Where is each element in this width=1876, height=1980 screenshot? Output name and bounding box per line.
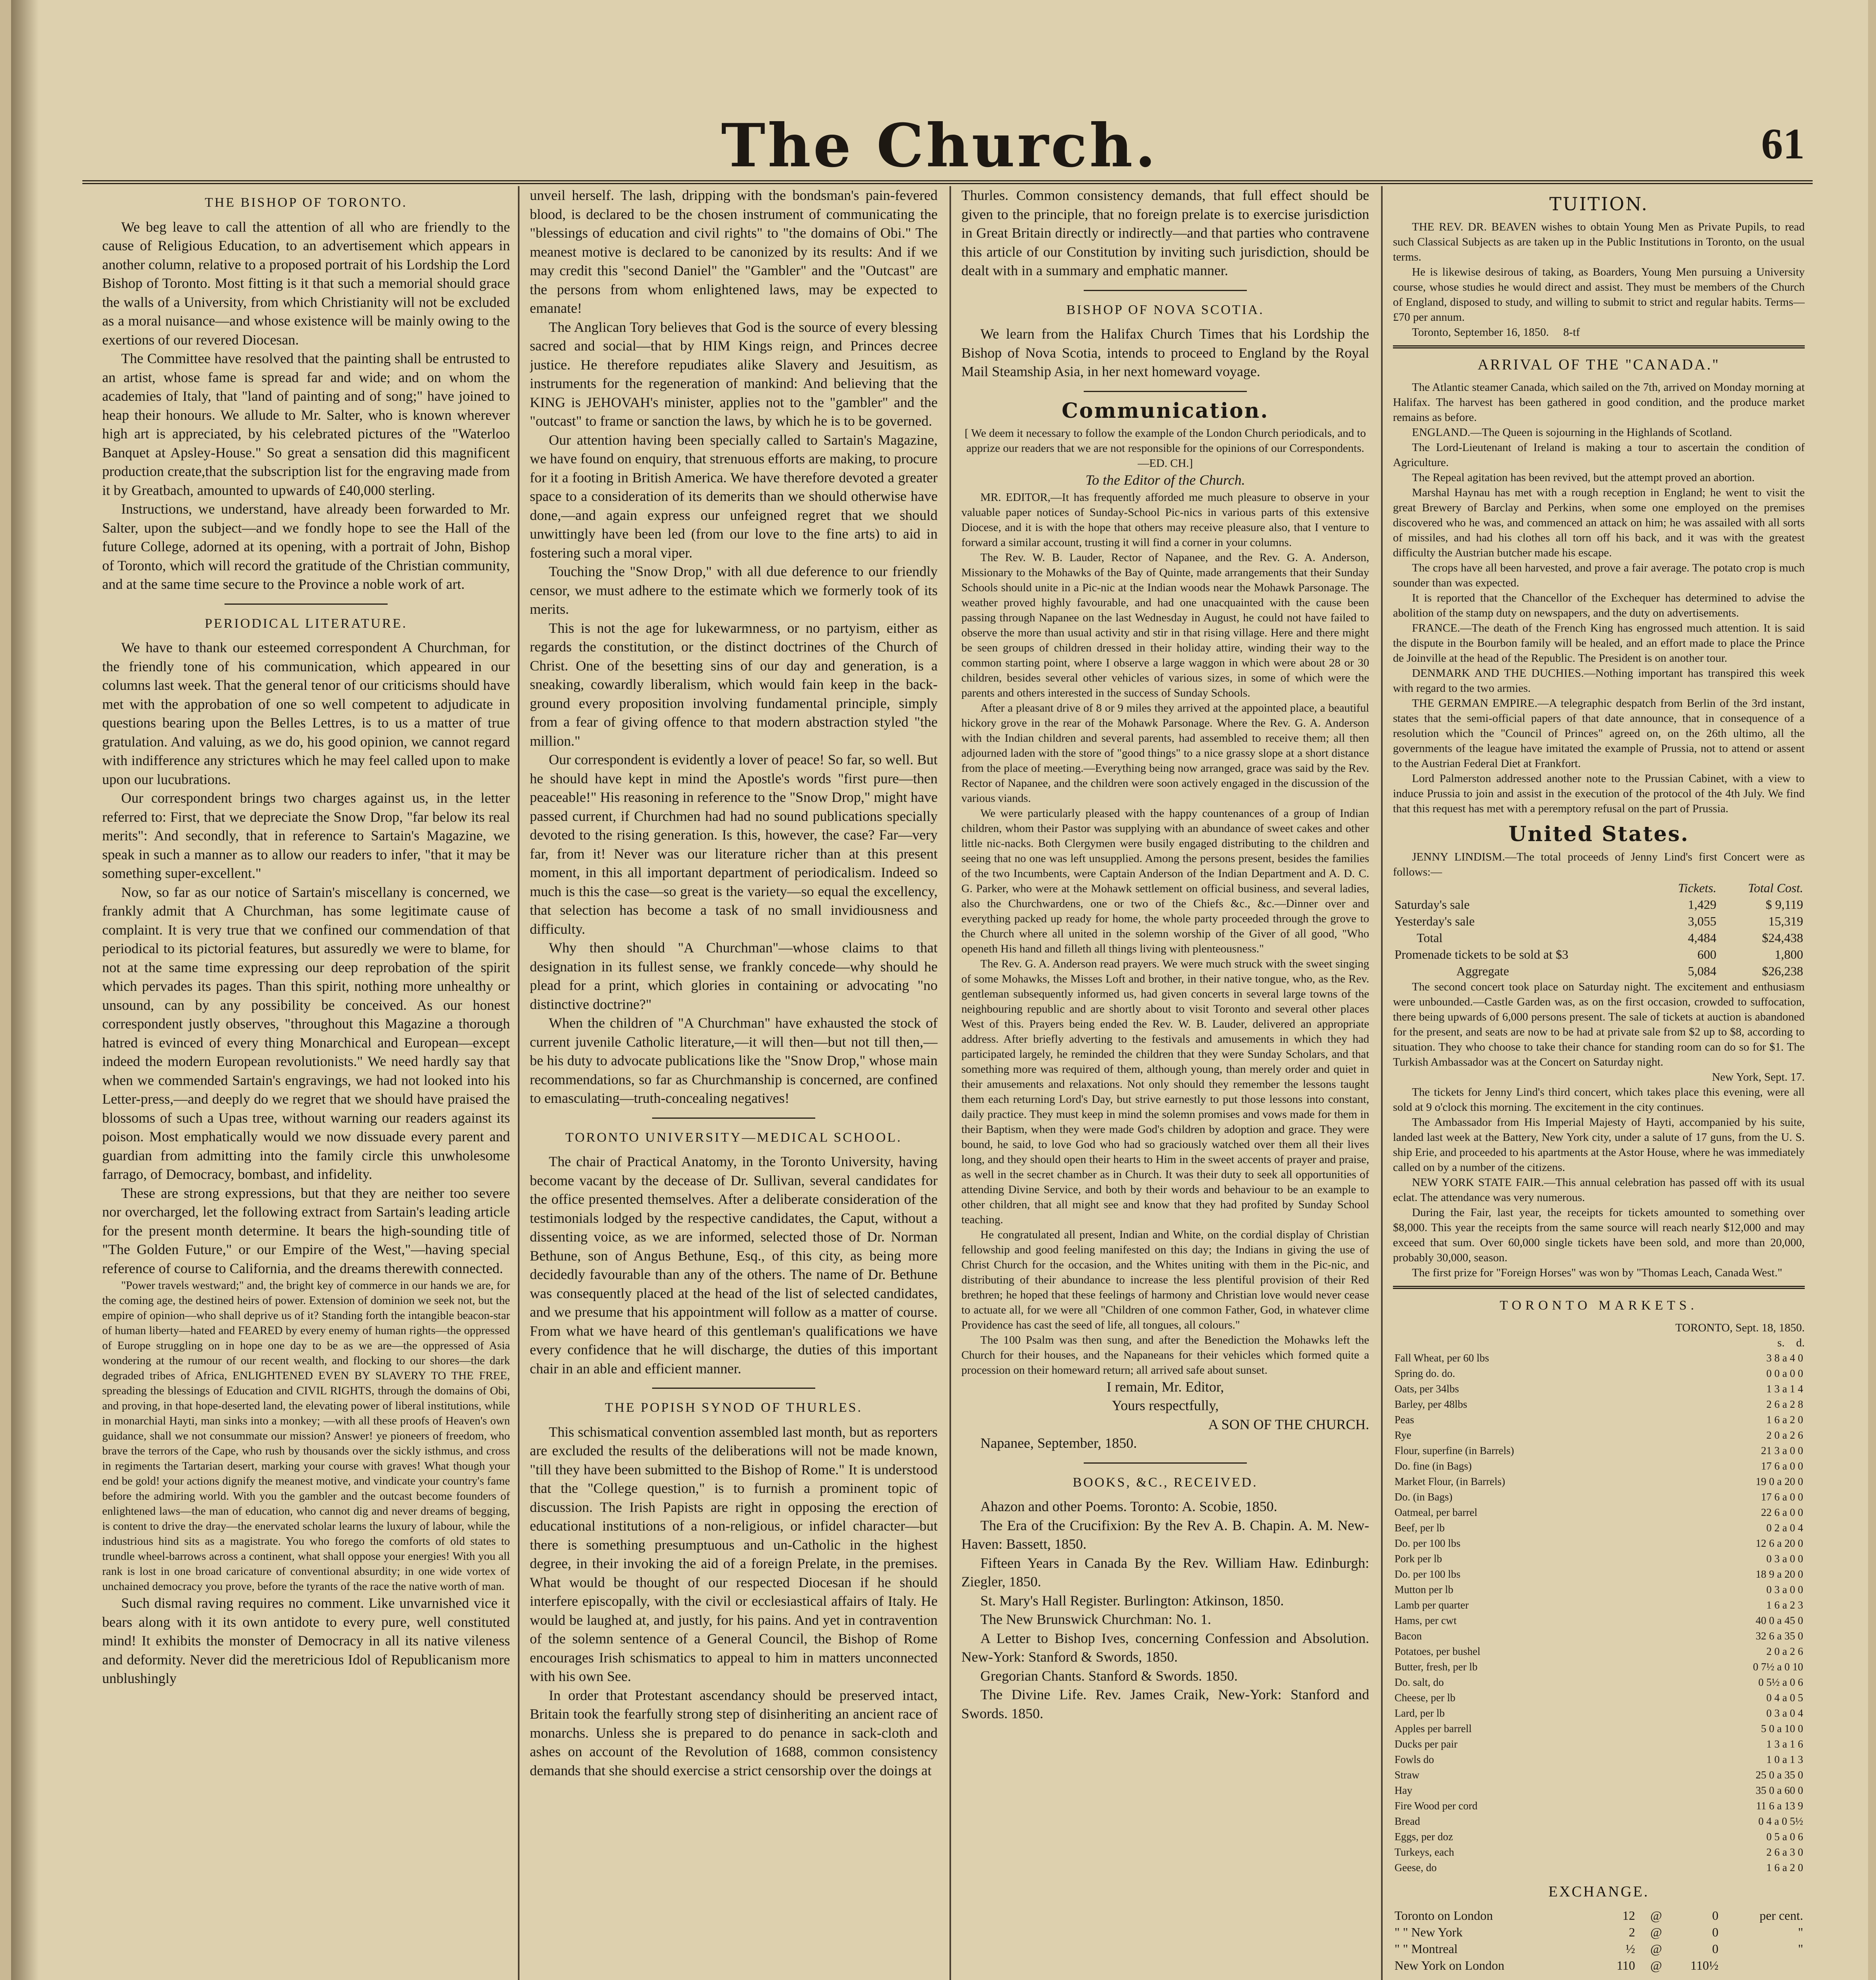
table-row: Bacon 32 6 a 35 0 bbox=[1395, 1630, 1803, 1642]
paragraph: Why then should "A Churchman"—whose claims to that designation in its fullest sense, we frankly concede—why should he plead for a print, which glories in containing or advocating "no distinctive doctrine?" bbox=[530, 940, 938, 1012]
news-item: It is reported that the Chancellor of the Exchequer has determined to advise the abolition of the stamp duty on newspapers, and the duty on advertisements. bbox=[1393, 592, 1805, 619]
table-row: Bread 0 4 a 0 5½ bbox=[1395, 1815, 1803, 1827]
quoted-extract: "Power travels westward;" and, the bright key of commerce in our hands we are, for the coming age, the destined heirs of power. Extension of dominion we seek not, but the empire of opinion—who shall deprive us of it? Standing forth the intangible beacon-star of human liberty—hated and FEARED by every enemy of human rights—the oppressed of Europe struggling on in hope one day to be as we are—the oppressed of Asia wondering at the rumour of our recent wealth, and flocking to our shores—the dark degraded tribes of Africa, ENLIGHTENED EVEN BY SLAVERY TO THE FREE, spreading the blessings of Education and CIVIL RIGHTS, through the domains of Obi, and proving, in that hope-deserted land, the elevating power of liberal institutions, while in monarchial Hayti, man sinks into a monkey; —with all these proofs of Heaven's own guidance, shall we not consummate our mission? Answer! ye pioneers of freedom, who brave the terrors of the Cape, who rush by thousands over the sickly isthmus, and cross in regiments the Tartarian desert, marking your course with graves! What though your end be gold! your actions dignify the meanest motive, and vindicate your country's fame before the admiring world. With you the gambler and the outcast become founders of enlightened laws—the man of education, who cannot dig and never dreams of begging, is content to drive the dray—the enervated scholar learns the luxury of labour, while the industrious hind sits as a magistrate. You who forego the comforts of old states to trundle wheel-barrows across a continent, what shall oppose your energies! With you all rank is lost in one broad caricature of conventional absurdity; in one wide vortex of unchained democracy you prove, before the tyrants of the race the native worth of man. bbox=[102, 1279, 510, 1593]
paragraph: Instructions, we understand, have already been forwarded to Mr. Salter, upon the subject—and we fondly hope to see the Hall of the future College, adorned at its opening, with a portrait of John, Bishop of Toronto, which will record the gratitude of the Christian community, and at the same time secure to the Province a noble work of art. bbox=[102, 501, 510, 592]
book-entry: Fifteen Years in Canada By the Rev. William Haw. Edinburgh: Ziegler, 1850. bbox=[961, 1555, 1369, 1590]
separator bbox=[1084, 1462, 1247, 1464]
column-header: Total Cost. bbox=[1748, 880, 1803, 895]
table-row: Apples per barrell 5 0 a 10 0 bbox=[1395, 1723, 1803, 1734]
news-item: The Atlantic steamer Canada, which sailed on the 7th, arrived on Monday morning at Halifax. The harvest has been gathered in good condition, and the produce market remains as before. bbox=[1393, 381, 1805, 424]
table-row: Fire Wood per cord 11 6 a 13 9 bbox=[1395, 1800, 1803, 1812]
table-row: Aggregate 5,084 $26,238 bbox=[1456, 963, 1803, 978]
market-units: s. d. bbox=[1777, 1336, 1805, 1349]
table-row: Fall Wheat, per 60 lbs 3 8 a 4 0 bbox=[1395, 1352, 1803, 1364]
column-1 bbox=[102, 186, 510, 1980]
news-item: The tickets for Jenny Lind's third concert, which takes place this evening, were all sold at 9 o'clock this morning. The excitement in the city continues. bbox=[1393, 1085, 1805, 1114]
book-entry: St. Mary's Hall Register. Burlington: Atkinson, 1850. bbox=[980, 1592, 1284, 1609]
paragraph: We beg leave to call the attention of all who are friendly to the cause of Religious Education, to an advertisement which appears in another column, relative to a proposed portrait of his Lordship the Lord Bishop of Toronto. Most fitting is it that such a memorial should grace the walls of a University, from which Christianity will not be excluded as a moral nuisance—and whose existence will be mainly owing to the exertions of our revered Diocesan. bbox=[102, 219, 510, 348]
concert-receipts-table bbox=[1393, 880, 1805, 979]
headline-toronto-markets: TORONTO MARKETS. bbox=[1499, 1298, 1698, 1313]
headline-books-received: BOOKS, &C., RECEIVED. bbox=[1073, 1475, 1258, 1490]
paragraph: The Anglican Tory believes that God is the source of every blessing sacred and social—that by HIM Kings reign, and Princes decree justice. He therefore repudiates alike Slavery and Jesuitism, as instruments for the regeneration of mankind: And believing that the KING is JEHOVAH's minister, applies not to the "gambler" and the "outcast" to frame or sanction the laws, by which he is to be governed. bbox=[530, 319, 938, 429]
news-item: The Repeal agitation has been revived, but the attempt proved an abortion. bbox=[1412, 471, 1755, 484]
table-row: Spring do. do. 0 0 a 0 0 bbox=[1395, 1367, 1803, 1379]
paragraph: Such dismal raving requires no comment. Like unvarnished vice it bears along with it its own antidote to every pure, well constituted mind! It exhibits the monster of Democracy in all its native vileness and deformity. Never did the meretricious Idol of Republicanism more unblushingly bbox=[102, 1595, 510, 1686]
column-2 bbox=[530, 186, 938, 1980]
table-row: Flour, superfine (in Barrels) 21 3 a 0 0 bbox=[1395, 1445, 1803, 1456]
table-row: Do. fine (in Bags) 17 6 a 0 0 bbox=[1395, 1460, 1803, 1472]
separator bbox=[652, 1118, 815, 1119]
table-row: " " New York 2 @ 0 " bbox=[1395, 1925, 1803, 1939]
table-row: Toronto on London 12 @ 0 per cent. bbox=[1395, 1908, 1803, 1923]
signature-name: A SON OF THE CHURCH. bbox=[1208, 1416, 1369, 1432]
news-item: The crops have all been harvested, and prove a fair average. The potato crop is much sounder than was expected. bbox=[1393, 562, 1805, 589]
news-item: During the Fair, last year, the receipts for tickets amounted to something over $8,000. This year the receipts from the same source will reach nearly $12,000 and may exceed that sum. Over 60,000 single tickets have been sold, and more than 20,000, probably 30,000, season. bbox=[1393, 1206, 1805, 1264]
column-3 bbox=[961, 186, 1369, 1980]
news-item: THE GERMAN EMPIRE.—A telegraphic despatch from Berlin of the 3rd instant, states that the semi-official papers of that date announce, that in consequence of a resolution which the "Council of Princes" agreed on, on the 26th ultimo, all the governments of the league have imitated the example of Prussia, not to attend or assent to the Austrian Federal Diet at Frankfort. bbox=[1393, 697, 1805, 770]
paragraph: We learn from the Halifax Church Times that his Lordship the Bishop of Nova Scotia, intends to proceed to England by the Royal Mail Steamship Asia, in her next homeward voyage. bbox=[961, 326, 1369, 379]
table-row: Geese, do 1 6 a 2 0 bbox=[1395, 1862, 1803, 1873]
news-item: FRANCE.—The death of the French King has engrossed much attention. It is said the dispute in the Bourbon family will be healed, and an effort made to place the Prince de Joinville at the head of the Republic. The President is on another tour. bbox=[1393, 622, 1805, 664]
table-row: Lard, per lb 0 3 a 0 4 bbox=[1395, 1707, 1803, 1719]
table-row: Do. (in Bags) 17 6 a 0 0 bbox=[1395, 1491, 1803, 1503]
headline-exchange: EXCHANGE. bbox=[1548, 1883, 1650, 1900]
letter-paragraph: We were particularly pleased with the happy countenances of a group of Indian children, whom their Pastor was supplying with an abundance of sweet cakes and other little nic-nacks. Both Clergymen were busily engaged distributing to the children and seeing that no one was left unsupplied. Among the persons present, besides the families of the two Incumbents, were Captain Anderson of the Indian Department and A. D. C. G. Parker, who were at the Mohawk settlement on official business, and several ladies, also the Churchwardens, one or two of the Chiefs &c., &c.—Dinner over and everything packed up ready for home, the whole party proceeded through the grove to the Church where all united in the solemn worship of the Giver of all good, "Who openeth His hand and filleth all things living with plenteousness." bbox=[961, 807, 1369, 955]
table-row: Saturday's sale 1,429 $ 9,119 bbox=[1395, 897, 1803, 912]
page-number: 61 bbox=[1761, 120, 1805, 168]
paragraph: In order that Protestant ascendancy should be preserved intact, Britain took the fearfully strong step of disinheriting an ancient race of monarchs. Unless she is prepared to do penance in sack-cloth and ashes on account of the Revolution of 1688, common consistency demands that she should exercise a strict censorship over the doings at bbox=[530, 1687, 938, 1778]
table-row: Beef, per lb 0 2 a 0 4 bbox=[1395, 1522, 1803, 1534]
table-row: Cheese, per lb 0 4 a 0 5 bbox=[1395, 1692, 1803, 1704]
editorial-note: [ We deem it necessary to follow the example of the London Church periodicals, and to apprize our readers that we are not responsible for the opinions of our Correspondents.—ED. CH.] bbox=[965, 427, 1366, 470]
paragraph: Our correspondent brings two charges against us, in the letter referred to: First, that we depreciate the Snow Drop, "far below its real merits": And secondly, that in reference to Sartain's Magazine, we speak in such a manner as to allow our readers to infer, "that it may be something super-excellent." bbox=[102, 790, 510, 881]
table-row: Straw 25 0 a 35 0 bbox=[1395, 1769, 1803, 1781]
newspaper-page bbox=[11, 0, 1868, 1980]
paragraph: The Committee have resolved that the painting shall be entrusted to an artist, whose fame is spread far and wide; and on whom the academies of Italy, that "land of painting and of song;" have joined to heap their honours. We allude to Mr. Salter, who is known wherever high art is appreciated, by his celebrated pictures of the "Waterloo Banquet at Apsley-House." So great a sensation did this magnificent production create,that the subscription list for the engraving made from it by Greatbach, amounted to upwards of £40,000 sterling. bbox=[102, 350, 510, 498]
table-row: Eggs, per doz 0 5 a 0 6 bbox=[1395, 1831, 1803, 1843]
paragraph: We have to thank our esteemed correspondent A Churchman, for the friendly tone of his communication, which appeared in our columns last week. That the general tenor of our criticisms should have met with the approbation of one so well competent to adjudicate in questions bearing upon the Belles Lettres, is to us a matter of true gratulation. And valuing, as we do, his good opinion, we cannot regard with indifference any strictures which he may feel called upon to make upon our lucubrations. bbox=[102, 640, 510, 787]
headline-tuition: TUITION. bbox=[1549, 193, 1649, 215]
masthead: The Church. bbox=[721, 111, 1158, 181]
news-item: JENNY LINDISM.—The total proceeds of Jenny Lind's first Concert were as follows:— bbox=[1393, 850, 1805, 878]
ad-paragraph: He is likewise desirous of taking, as Boarders, Young Men pursuing a University course, whose studies he would direct and assist. They must be members of the Church of England, disposed to study, and willing to submit to strict and regular habits. Terms—£70 per annum. bbox=[1393, 265, 1805, 324]
masthead-rule bbox=[82, 180, 1813, 184]
ad-date: Toronto, September 16, 1850. 8-tf bbox=[1412, 326, 1580, 339]
table-row: Do. per 100 lbs 12 6 a 20 0 bbox=[1395, 1537, 1803, 1549]
headline-toronto-university: TORONTO UNIVERSITY—MEDICAL SCHOOL. bbox=[565, 1130, 902, 1145]
signature-place: Napanee, September, 1850. bbox=[980, 1435, 1137, 1451]
paragraph: Our attention having been specially called to Sartain's Magazine, we have found on enquiry, that strenuous efforts are making, to procure for it a footing in British America. We have therefore devoted a greater space to a consideration of its demerits than we should otherwise have done,—and again express our unfeigned regret that we should unwittingly have been led (from our love to the fine arts) to aid in fostering such a moral viper. bbox=[530, 432, 938, 561]
paragraph: This is not the age for lukewarmness, or no partyism, either as regards the constitution, or the distinct doctrines of the Church of Christ. One of the besetting sins of our day and generation, is a sneaking, cowardly liberalism, which would fain keep in the back-ground every proposition involving fundamental principle, simply from a fear of giving offence to that modern abstraction styled "the million." bbox=[530, 620, 938, 749]
book-entry: The Era of the Crucifixion: By the Rev A. B. Chapin. A. M. New-Haven: Bassett, 1850. bbox=[961, 1517, 1369, 1552]
exchange-table bbox=[1393, 1907, 1805, 1974]
separator bbox=[1084, 290, 1247, 291]
book-entry: The New Brunswick Churchman: No. 1. bbox=[980, 1611, 1211, 1627]
news-item: The Lord-Lieutenant of Ireland is making a tour to ascertain the condition of Agriculture. bbox=[1393, 441, 1805, 469]
column-rule bbox=[518, 186, 519, 1980]
news-item: ENGLAND.—The Queen is sojourning in the Highlands of Scotland. bbox=[1412, 426, 1732, 439]
paragraph: Touching the "Snow Drop," with all due deference to our friendly censor, we must adhere to the estimate which we formerly took of its merits. bbox=[530, 564, 938, 617]
market-table bbox=[1393, 1350, 1805, 1875]
table-row: Peas 1 6 a 2 0 bbox=[1395, 1414, 1803, 1426]
table-row: Barley, per 48lbs 2 6 a 2 8 bbox=[1395, 1398, 1803, 1410]
news-item: The first prize for "Foreign Horses" was won by "Thomas Leach, Canada West." bbox=[1412, 1266, 1783, 1279]
paragraph: unveil herself. The lash, dripping with the bondsman's pain-fevered blood, is declared to be the chosen instrument of communicating the "blessings of education and civil rights" to "the domains of Obi." The meanest motive is declared to be canonized by its results: And if we may credit this "second Daniel" the "Gambler" and the "Outcast" are the persons from whom enlightened laws, may be expected to emanate! bbox=[530, 187, 938, 316]
headline-popish-synod: THE POPISH SYNOD OF THURLES. bbox=[605, 1400, 863, 1415]
separator bbox=[225, 604, 388, 605]
headline-periodical-literature: PERIODICAL LITERATURE. bbox=[205, 616, 407, 631]
double-rule bbox=[1393, 345, 1805, 348]
news-item: The Ambassador from His Imperial Majesty of Hayti, accompanied by his suite, landed last week at the Battery, New York city, under a salute of 17 guns, from the U. S. ship Erie, and proceeded to his apartments at the Astor House, where he was immediately called on by a number of the citizens. bbox=[1393, 1116, 1805, 1174]
table-row: Promenade tickets to be sold at $3 600 1,800 bbox=[1395, 947, 1803, 961]
table-row: Market Flour, (in Barrels) 19 0 a 20 0 bbox=[1395, 1475, 1803, 1487]
ad-paragraph: THE REV. DR. BEAVEN wishes to obtain Young Men as Private Pupils, to read such Classical Subjects as are taken up in the Public Institutions in Toronto, on the usual terms. bbox=[1393, 220, 1805, 263]
market-date: TORONTO, Sept. 18, 1850. bbox=[1675, 1321, 1805, 1334]
headline-bishop-of-toronto: THE BISHOP OF TORONTO. bbox=[205, 195, 407, 210]
table-row: Turkeys, each 2 6 a 3 0 bbox=[1395, 1846, 1803, 1858]
letter-paragraph: MR. EDITOR,—It has frequently afforded me much pleasure to observe in your valuable paper notices of Sunday-School Pic-nics in various parts of this extensive Diocese, and it is with the hope that others may receive pleasure also, that I venture to forward a similar account, trusting it will find a corner in your columns. bbox=[961, 491, 1369, 549]
paragraph: Now, so far as our notice of Sartain's miscellany is concerned, we frankly admit that A Churchman, has some legitimate cause of complaint. It is very true that we confined our commendation of that periodical to its pictorial features, but assuredly we were to blame, for not at the same time expressing our deep reprobation of the spirit which pervades its pages. Than this spirit, nothing more unhealthy or unsound, can by any possibility be conceived. As our honest correspondent justly observes, "throughout this Magazine a thorough hatred is evinced of every thing Monarchical and European—except indeed the modern European revolutionists." We need hardly say that when we commended Sartain's engravings, we had not looked into his Letter-press,—and deeply do we regret that we should have praised the blossoms of such a Upas tree, without warning our readers against its poison. Most emphatically would we now dissuade every parent and guardian from admitting into the family circle this unwholesome farrago, of Democracy, bombast, and infidelity. bbox=[102, 884, 510, 1182]
news-item: DENMARK AND THE DUCHIES.—Nothing important has transpired this week with regard to the two armies. bbox=[1393, 667, 1805, 695]
headline-communication: Communication. bbox=[1062, 398, 1269, 423]
headline-bishop-nova-scotia: BISHOP OF NOVA SCOTIA. bbox=[1066, 302, 1264, 317]
news-item: Marshal Haynau has met with a rough reception in England; he went to visit the great Brewery of Barclay and Perkins, when some one employed on the premises discovered who he was, and commenced an attack on him; he was assailed with all sorts of missiles, and had his clothes all torn off his back, and it was with the greatest difficulty the Austrian butcher made his escape. bbox=[1393, 486, 1805, 559]
table-row: Oats, per 34lbs 1 3 a 1 4 bbox=[1395, 1383, 1803, 1395]
book-entry: A Letter to Bishop Ives, concerning Confession and Absolution. New-York: Stanford & Swords, 1850. bbox=[961, 1630, 1369, 1665]
table-row: Yesterday's sale 3,055 15,319 bbox=[1395, 914, 1803, 928]
table-row: Mutton per lb 0 3 a 0 0 bbox=[1395, 1584, 1803, 1595]
paragraph: When the children of "A Churchman" have exhausted the stock of current juvenile Catholic literature,—it will then—but not till then,—be his duty to advocate publications like the "Snow Drop," whose main recommendations, so far as Churchmanship is concerned, are confined to emasculating—truth-concealing negatives! bbox=[530, 1015, 938, 1106]
table-row: Hay 35 0 a 60 0 bbox=[1395, 1784, 1803, 1796]
table-row: Do. per 100 lbs 18 9 a 20 0 bbox=[1395, 1568, 1803, 1580]
column-rule bbox=[1381, 186, 1383, 1980]
paragraph: The chair of Practical Anatomy, in the Toronto University, having become vacant by the decease of Dr. Sullivan, several candidates for the office presented themselves. After a deliberate consideration of the testimonials lodged by the respective candidates, the Caput, without a dissenting voice, as we are informed, selected those of Dr. Norman Bethune, son of Angus Bethune, Esq., of this city, as being more decidedly favourable than any of the others. The name of Dr. Bethune was consequently placed at the head of the list of selected candidates, and we presume that his appointment will follow as a matter of course. From what we have heard of this gentleman's qualifications we have every confidence that he will discharge, the duties of this important chair in an able and efficient manner. bbox=[530, 1154, 938, 1376]
separator bbox=[652, 1388, 815, 1389]
letter-paragraph: The Rev. W. B. Lauder, Rector of Napanee, and the Rev. G. A. Anderson, Missionary to the Mohawks of the Bay of Quinte, made arrangements that their Sunday Schools should unite in a Pic-nic at the Indian woods near the Mohawk Parsonage. The weather proved highly favourable, and had one unacquainted with the cause been passing through Napanee on the last Wednesday in August, he could not have failed to observe the more than usual activity and stir in that rising village. Here and there might be seen groups of children dressed in their holiday attire, winding their way to the common starting point, where I observe a large waggon in which were about 28 or 30 children, besides several other vehicles of various sizes, in some of which were the parents and others interested in the success of Sunday Schools. bbox=[961, 551, 1369, 699]
news-item: Lord Palmerston addressed another note to the Prussian Cabinet, with a view to induce Prussia to join and assist in the execution of the protocol of the 4th July. We find that this request has met with a peremptory refusal on the part of Prussia. bbox=[1393, 772, 1805, 815]
table-row: New York on London 110 @ 110½ bbox=[1395, 1958, 1719, 1972]
double-rule bbox=[1393, 1286, 1805, 1289]
letter-paragraph: He congratulated all present, Indian and White, on the cordial display of Christian fellowship and good feeling manifested on this day; the Indians in giving the use of Christ Church for the occasion, and the Whites uniting with them in the Pic-nic, and distributing of their abundance to increase the less plentiful provision of their Red brethren; he hoped that these feelings of harmony and Christian love would never cease to actuate all, for we were all "Children of one common Father, God, in whatever clime Providence has cast the seed of life, all tongues, all colours." bbox=[961, 1228, 1369, 1331]
column-rule bbox=[949, 186, 951, 1980]
letter-paragraph: After a pleasant drive of 8 or 9 miles they arrived at the appointed place, a beautiful hickory grove in the rear of the Mohawk Parsonage. Where the Rev. G. A. Anderson with the Indian children and several parents, had assembled to receive them; all then adjourned laden with the store of "good things" to a nice grassy slope at a short distance from the place of meeting.—Everything being now arranged, grace was said by the Rev. Rector of Napanee, and the children were soon actively engaged in the discussion of the various viands. bbox=[961, 701, 1369, 805]
table-row: Rye 2 0 a 2 6 bbox=[1395, 1429, 1803, 1441]
book-entry: The Divine Life. Rev. James Craik, New-York: Stanford and Swords. 1850. bbox=[961, 1687, 1369, 1721]
paragraph: This schismatical convention assembled last month, but as reporters are excluded the results of the deliberations will not be made known, "till they have been submitted to the Bishop of Rome." It is understood that the "College question," is to furnish a prominent topic of discussion. The Irish Papists are right in opposing the erection of educational institutions of a non-religious, or infidel character—but there is something presumptuous and un-Catholic in the highest degree, in their invoking the aid of a foreign Prelate, in the premises. What would be thought of our respected Diocesan if he should interfere episcopally, with the civil or ecclesiastical affairs of Italy. He would be laughed at, and justly, for his pains. And yet in contravention of the solemn sentence of a General Council, the Bishop of Rome encourages Irish schismatics to appeal to him in matters unconnected with his own See. bbox=[530, 1424, 938, 1684]
paragraph: These are strong expressions, but that they are neither too severe nor overcharged, let the following extract from Sartain's leading article for the present month determine. It bears the high-sounding title of "The Golden Future," or our Empire of the West,"—having special reference of course to California, and the dreams therewith connected. bbox=[102, 1185, 510, 1276]
table-row: Oatmeal, per barrel 22 6 a 0 0 bbox=[1395, 1506, 1803, 1518]
column-header: Tickets. bbox=[1678, 880, 1716, 895]
news-item: NEW YORK STATE FAIR.—This annual celebration has passed off with its usual eclat. The attendance was very numerous. bbox=[1393, 1176, 1805, 1204]
headline-united-states: United States. bbox=[1508, 822, 1690, 846]
news-item: The second concert took place on Saturday night. The excitement and enthusiasm were unbounded.—Castle Garden was, as on the first occasion, crowded to suffocation, there being upwards of 6,000 persons present. The sale of tickets at auction is abandoned for the present, and seats are now to be had at private sale from $2 up to $8, according to situation. They who choose to take their chance for standing room can do so for $1. The Turkish Ambassador was at the Concert on Saturday night. bbox=[1393, 980, 1805, 1068]
table-row: " " Montreal ½ @ 0 " bbox=[1395, 1941, 1803, 1956]
table-row: Ducks per pair 1 3 a 1 6 bbox=[1395, 1738, 1803, 1750]
table-row: Butter, fresh, per lb 0 7½ a 0 10 bbox=[1395, 1661, 1803, 1673]
paragraph: Our correspondent is evidently a lover of peace! So far, so well. But he should have kept in mind the Apostle's words "first pure—then peaceable!" His reasoning in reference to the "Snow Drop," might have passed current, if Churchmen had had no sound publications specially devoted to the rising generation. Is this, however, the case? Far—very far, from it! Never was our literature richer than at this present moment, in this all important department of periodicalism. Indeed so much is this the case—so great is the variety—so equal the excellency, that selection has become a task of no small invidiousness and difficulty. bbox=[530, 752, 938, 937]
table-row: Total 4,484 $24,438 bbox=[1417, 930, 1803, 945]
binding-shadow bbox=[11, 0, 39, 1980]
table-row: Potatoes, per bushel 2 0 a 2 6 bbox=[1395, 1645, 1803, 1657]
book-entry: Ahazon and other Poems. Toronto: A. Scobie, 1850. bbox=[980, 1498, 1277, 1514]
separator bbox=[1084, 391, 1247, 392]
table-row: Pork per lb 0 3 a 0 0 bbox=[1395, 1553, 1803, 1565]
letter-paragraph: The 100 Psalm was then sung, and after the Benediction the Mohawks left the Church for their houses, and the Napaneans for their vehicles which formed quite a procession on their homeward return; all arrived safe about sunset. bbox=[961, 1333, 1369, 1376]
letter-paragraph: The Rev. G. A. Anderson read prayers. We were much struck with the sweet singing of some Mohawks, the Misses Loft and brother, in their native tongue, who, as the Rev. gentleman subsequently informed us, had given concerts in several large towns of the neighbouring republic and are shortly about to visit Toronto and several other places West of this. Prayers being ended the Rev. W. B. Lauder, delivered an appropriate address. After briefly adverting to the festivals and amusements in which they had participated largely, he reminded the children that they were Sunday Scholars, and that something more was required of them, although young, than merely order and quiet in their amusements and relaxations. Not only should they remember the lessons taught them each returning Lord's Day, but strive earnestly to put those lessons into constant, daily practice. They must keep in mind the solemn promises and vows made for them in their Baptism, when they were made God's children by adoption and grace. They were bound, he said, to love God who had so graciously watched over them all their lives long, and they should open their hearts to Him in the sweet accents of prayer and praise, as well in the secret chamber as in Church. It was their duty to seek all opportunities of attending Divine Service, and both by their words and behaviour to be an example to other children, that all might see and know that they had profited by Sunday School teaching. bbox=[961, 957, 1369, 1226]
dateline: New York, Sept. 17. bbox=[1712, 1070, 1805, 1083]
salutation: To the Editor of the Church. bbox=[1085, 472, 1245, 488]
table-row: Lamb per quarter 1 6 a 2 3 bbox=[1395, 1599, 1803, 1611]
table-row: Do. salt, do 0 5½ a 0 6 bbox=[1395, 1676, 1803, 1688]
column-4 bbox=[1393, 186, 1805, 1980]
signature-line: I remain, Mr. Editor, bbox=[1106, 1378, 1224, 1395]
paragraph: Thurles. Common consistency demands, that full effect should be given to the principle, that no foreign prelate is to exercise jurisdiction in Great Britain directly or indirectly—and that parties who contravene this article of our Constitution by inviting such jurisdiction, should be dealt with in a summary and emphatic manner. bbox=[961, 187, 1369, 278]
headline-arrival-canada: ARRIVAL OF THE "CANADA." bbox=[1478, 356, 1720, 373]
table-row: Hams, per cwt 40 0 a 45 0 bbox=[1395, 1614, 1803, 1626]
table-row: Fowls do 1 0 a 1 3 bbox=[1395, 1753, 1803, 1765]
signature-line: Yours respectfully, bbox=[1112, 1397, 1219, 1413]
book-entry: Gregorian Chants. Stanford & Swords. 1850. bbox=[980, 1668, 1238, 1684]
